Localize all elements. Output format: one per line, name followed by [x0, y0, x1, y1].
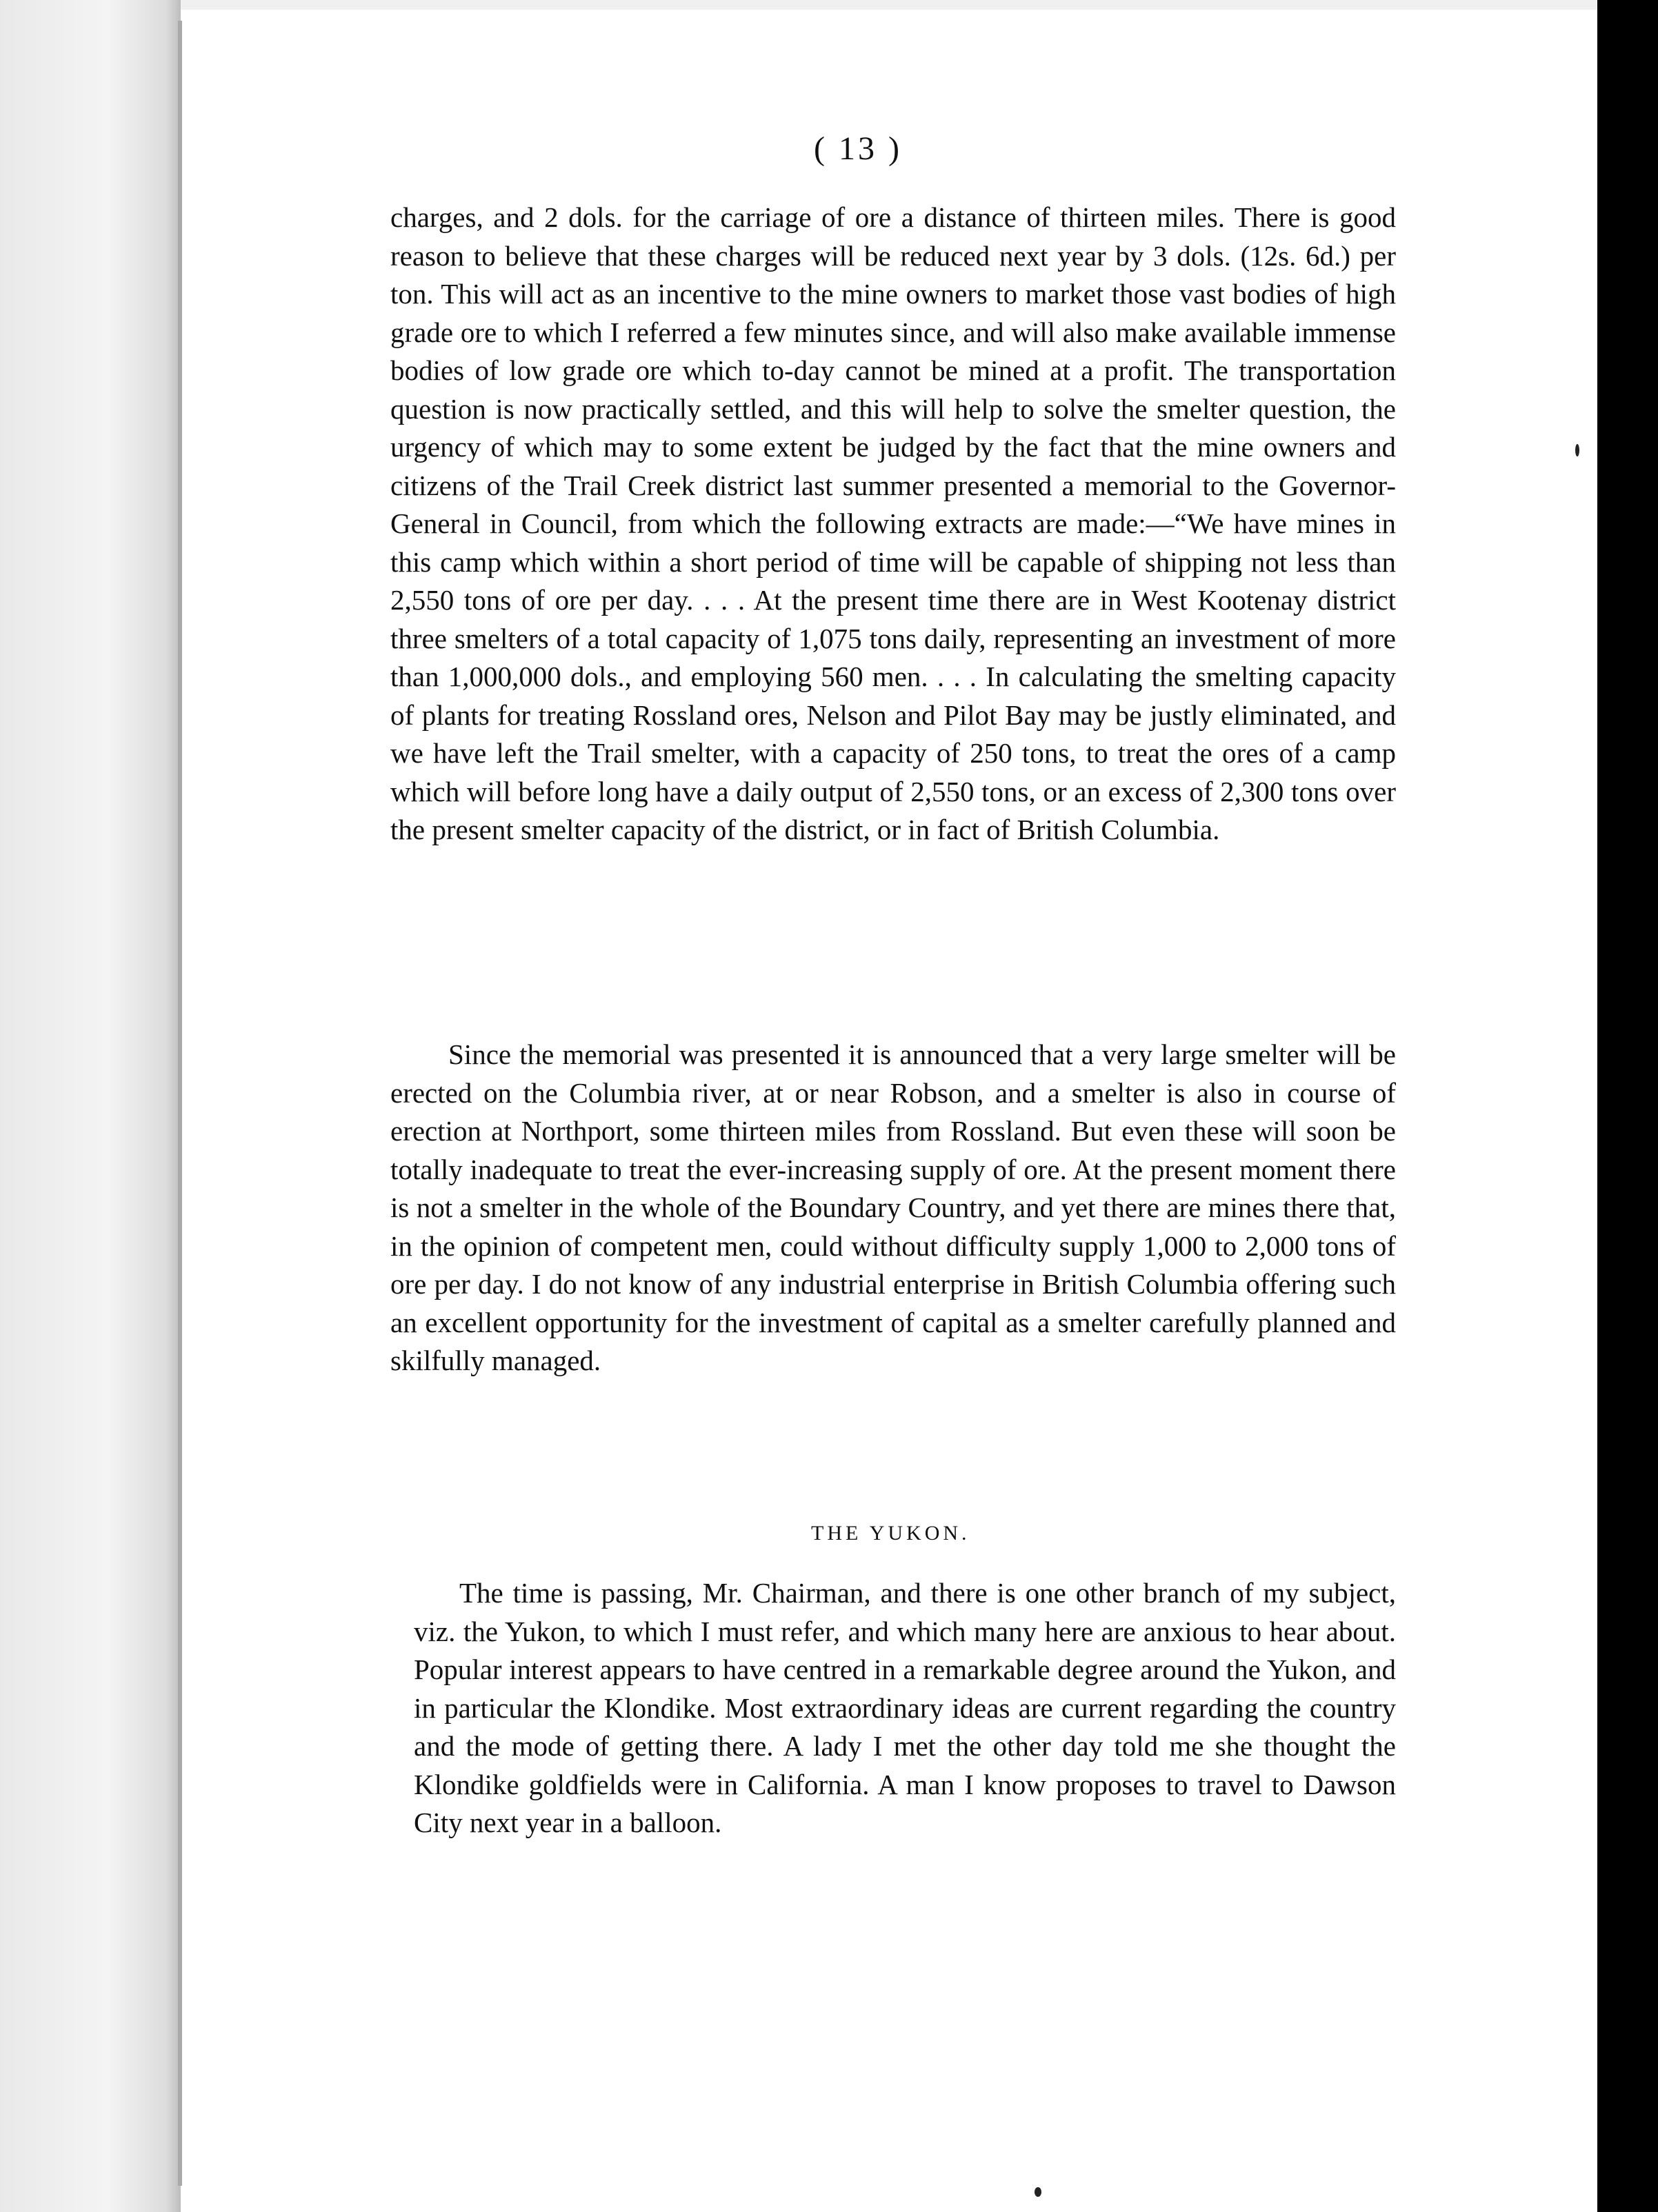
paragraph-text: The time is passing, Mr. Chairman, and there is one other branch of my subject, viz. the Yukon, to which I must refer, and which many here are anxious to hear about. Popular interest appears to have centred in a remarkable degree around the Yukon, and in particular the Klondike. Most extraordinary ideas are current regarding the country and the mode of getting there. A lady I met the other day told me she thought the Klondike goldfields were in California. A man I know proposes to travel to Dawson City next year in a balloon. [414, 1577, 1396, 1838]
paragraph-text: charges, and 2 dols. for the carriage of ore a distance of thirteen miles. There is good reason to believe that these charges will be reduced next year by 3 dols. (12s. 6d.) per ton. This will act as an incentive to the mine owners to market those vast bodies of high grade ore to which I referred a few minutes since, and will also make available immense bodies of low grade ore which to-day cannot be mined at a profit. The transportation question is now practically settled, and this will help to solve the smelter question, the urgency of which may to some extent be judged by the fact that the mine owners and citizens of the Trail Creek district last summer presented a memorial to the Governor-General in Council, from which the following extracts are made:—“We have mines in this camp which within a short period of time will be capable of shipping not less than 2,550 tons of ore per day. . . . At the present time there are in West Kootenay district three smelters of a total capacity of 1,075 tons daily, representing an investment of more than 1,000,000 dols., and employing 560 men. . . . In calculating the smelting capacity of plants for treating Rossland ores, Nelson and Pilot Bay may be justly eliminated, and we have left the Trail smelter, with a capacity of 250 tons, to treat the ores of a camp which will before long have a daily output of 2,550 tons, or an excess of 2,300 tons over the present smelter capacity of the district, or in fact of British Columbia. [390, 201, 1396, 845]
paragraph-text: Since the memorial was presented it is announced that a very large smelter will be erected on the Columbia river, at or near Robson, and a smelter is also in course of erection at Northport, some thirteen miles from Rossland. But even these will soon be totally inadequate to treat the ever-increasing supply of ore. At the present moment there is not a smelter in the whole of the Boundary Country, and yet there are mines there that, in the opinion of competent men, could without difficulty supply 1,000 to 2,000 tons of ore per day. I do not know of any industrial enterprise in British Columbia offering such an excellent opportunity for the investment of capital as a smelter carefully planned and skilfully managed. [390, 1038, 1396, 1376]
facing-page-edge [0, 0, 181, 2212]
body-paragraph-2 [390, 1036, 1396, 1380]
section-heading: THE YUKON. [811, 1522, 970, 1545]
section-paragraph [414, 1574, 1396, 1842]
scan-speck [1575, 444, 1579, 456]
body-paragraph-1 [390, 199, 1396, 849]
book-gutter [178, 21, 182, 2186]
scan-speck [1035, 2187, 1041, 2197]
scan-border-right [1597, 0, 1658, 2212]
top-margin-shadow [181, 0, 1597, 10]
page-number: ( 13 ) [814, 130, 902, 167]
